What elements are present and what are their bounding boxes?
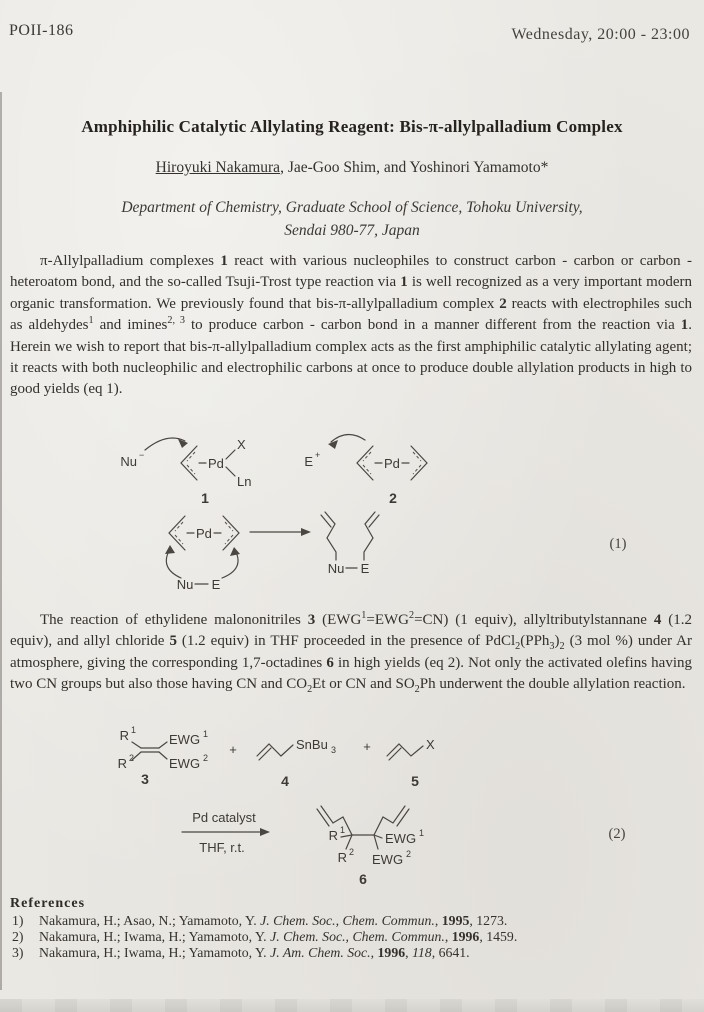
plus-sign-1: + bbox=[229, 742, 237, 757]
product-allyl-right bbox=[364, 512, 375, 560]
reference-number-2: 2) bbox=[12, 929, 24, 944]
r1-sup: 1 bbox=[131, 725, 137, 735]
scheme-eq1-figure bbox=[85, 428, 704, 613]
x-ligand-label: X bbox=[237, 437, 246, 452]
reference-item-2 bbox=[12, 929, 672, 945]
product-nu-label: Nu bbox=[327, 561, 345, 576]
r2-label-6: R bbox=[337, 850, 347, 865]
pd-label-3: Pd bbox=[196, 526, 212, 541]
compound-4-label: 4 bbox=[281, 773, 289, 789]
session-time: Wednesday, 20:00 - 23:00 bbox=[511, 26, 690, 43]
affiliation-line-1: Department of Chemistry, Graduate School of Science, Tohoku University, bbox=[121, 199, 583, 216]
references-heading: References bbox=[10, 896, 86, 911]
bond-ewg1 bbox=[159, 742, 167, 748]
r2-sup: 2 bbox=[129, 753, 135, 763]
ewg2-sup: 2 bbox=[203, 753, 209, 763]
bond-r1-6 bbox=[341, 835, 352, 837]
scheme-eq2-drawing bbox=[85, 718, 695, 903]
product-e-label: E bbox=[360, 561, 370, 576]
allyl-chevron-3L bbox=[169, 516, 185, 550]
electrophile-charge: + bbox=[315, 450, 321, 460]
nue-nu-label: Nu bbox=[176, 577, 194, 592]
scheme-eq1-drawing bbox=[85, 428, 704, 608]
ewg2-label-6: EWG bbox=[372, 852, 404, 867]
ln-ligand-label: Ln bbox=[237, 474, 252, 489]
reference-item-3 bbox=[12, 945, 672, 961]
bond-ewg2-6 bbox=[374, 835, 378, 849]
reaction-arrow-eq2-head bbox=[260, 828, 270, 836]
pd-label-1: Pd bbox=[208, 456, 224, 471]
condition-solvent: THF, r.t. bbox=[199, 840, 245, 855]
compound-6-label: 6 bbox=[359, 871, 367, 887]
allyl-chevron-1 bbox=[181, 446, 197, 480]
equation-1-number: (1) bbox=[609, 536, 627, 552]
allyl-chain-4 bbox=[257, 744, 293, 756]
ewg1-sup: 1 bbox=[203, 729, 209, 739]
scheme-eq2-figure bbox=[85, 718, 695, 908]
curved-arrow-nue-left-head bbox=[165, 545, 175, 554]
r1-sup-6: 1 bbox=[340, 825, 346, 835]
vinyl-left-6 bbox=[317, 809, 329, 826]
reference-text-3: Nakamura, H.; Iwama, H.; Yamamoto, Y. J. Am. Chem. Soc., 1996, 118, 6641. bbox=[39, 945, 470, 960]
compound-3-label: 3 bbox=[141, 771, 149, 787]
r2-sup-6: 2 bbox=[349, 847, 355, 857]
authors-line: Hiroyuki Nakamura, Jae-Goo Shim, and Yoshinori Yamamoto* bbox=[155, 159, 549, 176]
bond-pd-ln bbox=[226, 467, 235, 476]
condition-catalyst: Pd catalyst bbox=[192, 810, 256, 825]
r1-label-6: R bbox=[328, 828, 338, 843]
ewg1-label: EWG bbox=[169, 732, 201, 747]
vinyl-4 bbox=[259, 748, 271, 760]
compound-2-label: 2 bbox=[389, 490, 397, 506]
r2-label: R bbox=[117, 756, 127, 771]
reference-text-1: Nakamura, H.; Asao, N.; Yamamoto, Y. J. Chem. Soc., Chem. Commun., 1995, 1273. bbox=[39, 913, 508, 928]
ewg1-label-6: EWG bbox=[385, 831, 417, 846]
compound-1-label: 1 bbox=[201, 490, 209, 506]
ewg2-label: EWG bbox=[169, 756, 201, 771]
snbu3-label: SnBu bbox=[296, 737, 328, 752]
snbu3-sub: 3 bbox=[331, 745, 337, 755]
vinyl-right-6 bbox=[397, 809, 409, 826]
nucleophile-label: Nu bbox=[120, 454, 137, 469]
curved-arrow-e-head bbox=[328, 440, 338, 449]
ewg2-sup-6: 2 bbox=[406, 849, 412, 859]
nue-e-label: E bbox=[211, 577, 221, 592]
affiliation-line-2: Sendai 980-77, Japan bbox=[284, 222, 420, 239]
curved-arrow-nue-right-head bbox=[230, 547, 240, 556]
vinyl-5 bbox=[389, 748, 401, 760]
reference-number-1: 1) bbox=[12, 913, 24, 928]
allyl-chevron-2R bbox=[411, 446, 427, 480]
poster-code: POII-186 bbox=[9, 22, 74, 39]
electrophile-label: E bbox=[304, 454, 313, 469]
plus-sign-2: + bbox=[363, 739, 371, 754]
r1-label: R bbox=[119, 728, 129, 743]
nucleophile-charge: − bbox=[139, 450, 145, 460]
bond-ewg2 bbox=[159, 752, 167, 759]
compound-5-label: 5 bbox=[411, 773, 419, 789]
allyl-chevron-3R bbox=[223, 516, 239, 550]
reference-number-3: 3) bbox=[12, 945, 24, 960]
allyl-chain-5 bbox=[387, 744, 423, 756]
ewg1-sup-6: 1 bbox=[419, 828, 425, 838]
allyl-chevron-2L bbox=[357, 446, 373, 480]
product-allyl-left bbox=[325, 512, 336, 560]
reference-text-2: Nakamura, H.; Iwama, H.; Yamamoto, Y. J. Chem. Soc., Chem. Commun., 1996, 1459. bbox=[39, 929, 518, 944]
bond-r1 bbox=[132, 742, 141, 748]
x-label-5: X bbox=[426, 737, 435, 752]
abstract-paragraph-2: The reaction of ethylidene malononitriles 3 $(EWG^1=EWG^2=CN)$ (1 equiv), allyltributylstannane 4 (1.2 equiv), and allyl chloride 5 (1.2 equiv) in THF proceeded in the presence of $PdCl_2(PPh_3)_2$ (3 mol %) under Ar atmosphere, giving the corresponding 1,7-octadines 6 in high yields (eq 2). Not only the activated olefins having two CN groups but also those having CN and $CO_2Et$ or CN and $SO_2Ph$ underwent the double allylation reaction. bbox=[10, 610, 692, 696]
reaction-arrow-eq1-head bbox=[301, 528, 311, 536]
abstract-paragraph-1: π-Allylpalladium complexes 1 react with various nucleophiles to construct carbon - carbon or carbon - heteroatom bond, and the so-called Tsuji-Trost type reaction via 1 is well recognized as a very important modern organic transformation. We previously found that bis-π-allylpalladium complex 2 reacts with electrophiles such as aldehydes$^1$ and imines$^{2, 3}$ to produce carbon - carbon bond in a manner different from the reaction via 1. Herein we wish to report that bis-π-allylpalladium complex acts as the first amphiphilic catalytic allylating agent; it reacts with both nucleophilic and electrophilic carbons at once to produce double allylation products in high to good yields (eq 1). bbox=[10, 253, 693, 398]
equation-2-number: (2) bbox=[608, 826, 626, 842]
scan-bottom-artifact bbox=[0, 999, 704, 1012]
reference-item-1 bbox=[12, 913, 672, 929]
pd-label-2: Pd bbox=[384, 456, 400, 471]
page-title: Amphiphilic Catalytic Allylating Reagent: Bis-π-allylpalladium Complex bbox=[81, 117, 623, 136]
bond-pd-x bbox=[226, 450, 235, 459]
